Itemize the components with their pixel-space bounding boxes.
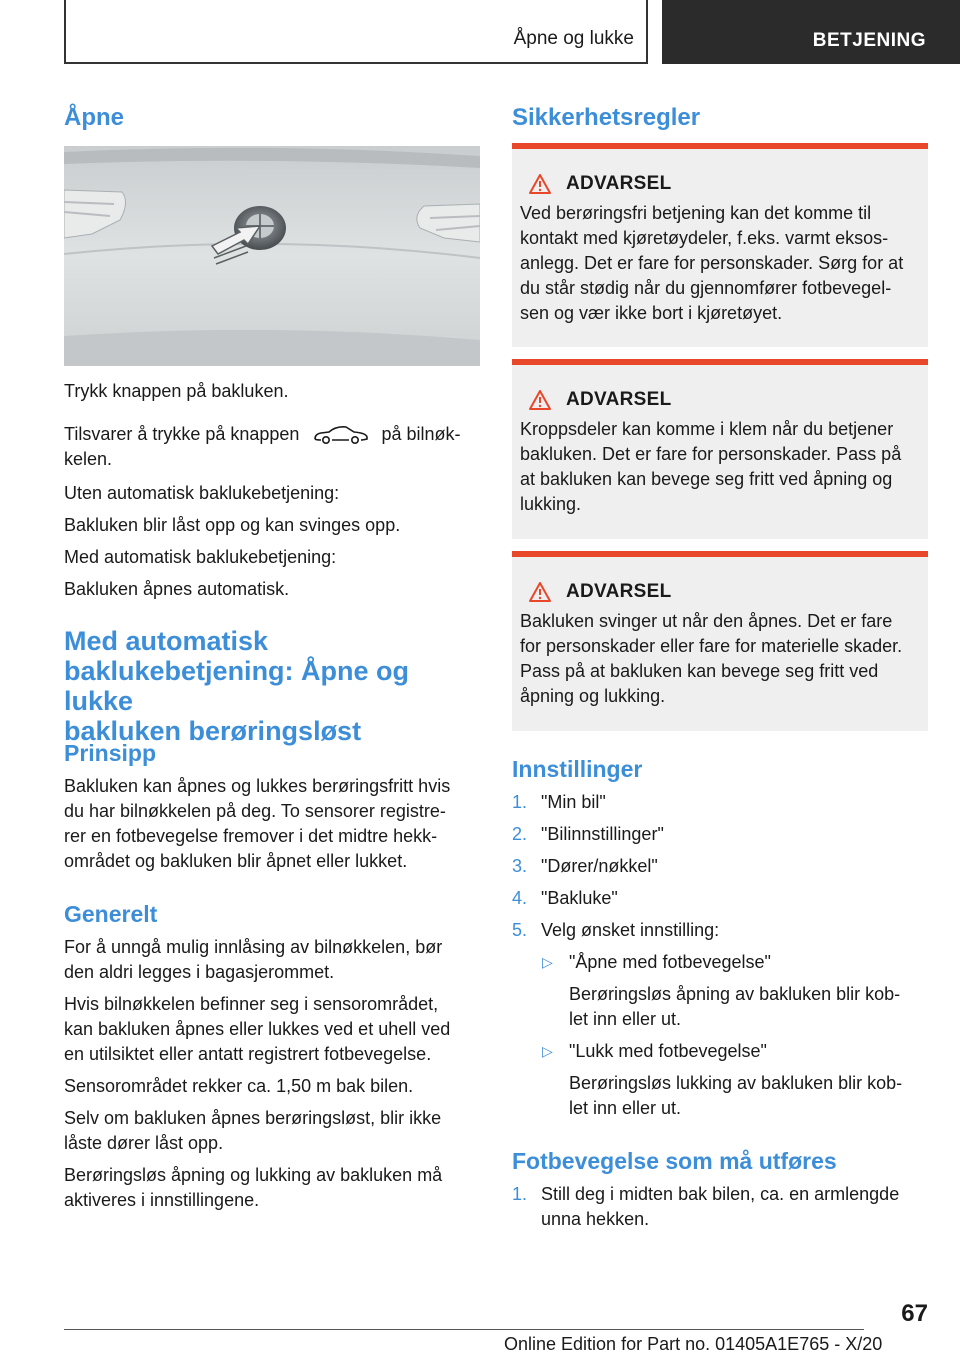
list-item <box>512 1182 928 1232</box>
warning-line: Bakluken svinger ut når den åpnes. Det er fare <box>520 611 893 631</box>
heading-general: Generelt <box>64 901 158 927</box>
sub-option-title: "Åpne med fotbevegelse" <box>569 952 771 972</box>
warning-label: ADVARSEL <box>566 173 672 194</box>
main-heading-line2: baklukebetjening: Åpne og lukke <box>64 656 410 716</box>
sub-desc-line: let inn eller ut. <box>569 1098 682 1118</box>
sub-desc-line: let inn eller ut. <box>569 1009 682 1029</box>
general-line: Sensorområdet rekker ca. 1,50 m bak bilen. <box>64 1076 414 1096</box>
main-heading <box>64 626 480 746</box>
list-number: 2. <box>512 824 528 844</box>
general-line: Berøringsløs åpning og lukking av bakluken må <box>64 1165 443 1185</box>
general-line: Selv om bakluken åpnes berøringsløst, blir ikke <box>64 1108 442 1128</box>
warning-triangle-icon <box>528 389 552 411</box>
general-line: For å unngå mulig innlåsing av bilnøkkelen, bør <box>64 937 443 957</box>
list-item <box>512 822 928 847</box>
sub-desc-line: Berøringsløs lukking av bakluken blir kob- <box>569 1073 903 1093</box>
warning-line: Ved berøringsfri betjening kan det komme til <box>520 203 872 223</box>
heading-foot-movement: Fotbevegelse som må utføres <box>512 1148 837 1174</box>
list-number: 1. <box>512 792 528 812</box>
list-item <box>512 918 928 943</box>
list-item <box>512 790 928 815</box>
warning-line: lukking. <box>520 494 582 514</box>
sub-option-desc <box>512 982 928 1032</box>
paragraph-unlocked: Bakluken blir låst opp og kan svinges opp. <box>64 515 401 535</box>
principle-line: rer en fotbevegelse fremover i det midtre hekk- <box>64 826 438 846</box>
warning-line: åpning og lukking. <box>520 686 666 706</box>
warning-line: bakluken. Det er fare for personskader. Pass på <box>520 444 902 464</box>
warning-box-3 <box>512 551 928 731</box>
footer-divider <box>64 1329 864 1330</box>
list-number: 3. <box>512 856 528 876</box>
warning-triangle-icon <box>528 173 552 195</box>
paragraph-press-button: Trykk knappen på bakluken. <box>64 381 289 401</box>
list-text: "Bakluke" <box>541 888 618 908</box>
list-text: Still deg i midten bak bilen, ca. en armlengde <box>541 1184 900 1204</box>
paragraph-with-auto: Med automatisk baklukebetjening: <box>64 547 337 567</box>
trunk-button-photo <box>64 146 480 366</box>
list-text: "Min bil" <box>541 792 606 812</box>
warning-box-1 <box>512 143 928 347</box>
principle-line: du har bilnøkkelen på deg. To sensorer registre- <box>64 801 446 821</box>
warning-line: sen og vær ikke bort i kjøretøyet. <box>520 303 783 323</box>
sub-option-title: "Lukk med fotbevegelse" <box>569 1041 767 1061</box>
main-heading-line1: Med automatisk <box>64 626 269 656</box>
equivalent-text-after: på bilnøk- <box>381 424 461 444</box>
warning-label: ADVARSEL <box>566 389 672 410</box>
warning-line: Kroppsdeler kan komme i klem når du betjener <box>520 419 894 439</box>
warning-box-2 <box>512 359 928 539</box>
general-line: kan bakluken åpnes eller lukkes ved et uhell ved <box>64 1019 451 1039</box>
header-title: Åpne og lukke <box>513 28 634 49</box>
main-heading-line3: bakluken berøringsløst <box>64 716 362 746</box>
header-section-tab <box>662 0 960 64</box>
equivalent-text-before: Tilsvarer å trykke på knappen <box>64 424 300 444</box>
heading-open: Åpne <box>64 104 124 131</box>
heading-safety: Sikkerhetsregler <box>512 104 701 131</box>
paragraph-without-auto: Uten automatisk baklukebetjening: <box>64 483 340 503</box>
list-number: 5. <box>512 920 528 940</box>
header-title-box <box>64 0 648 64</box>
list-item <box>512 854 928 879</box>
warning-line: anlegg. Det er fare for personskader. Sørg for at <box>520 253 904 273</box>
warning-line: kontakt med kjøretøydeler, f.eks. varmt eksos- <box>520 228 889 248</box>
list-number: 4. <box>512 888 528 908</box>
general-line: den aldri legges i bagasjerommet. <box>64 962 335 982</box>
sub-marker-icon: ▷ <box>542 954 553 970</box>
principle-text <box>64 774 480 874</box>
list-text: "Dører/nøkkel" <box>541 856 658 876</box>
warning-header <box>520 383 920 417</box>
general-line: en utilsiktet eller antatt registrert fotbevegelse. <box>64 1044 432 1064</box>
header-section-label: BETJENING <box>812 30 926 51</box>
general-line: låste dører låst opp. <box>64 1133 224 1153</box>
list-text: Velg ønsket innstilling: <box>541 920 720 940</box>
equivalent-text-line2: kelen. <box>64 449 113 469</box>
car-silhouette-icon <box>312 424 370 446</box>
list-number: 1. <box>512 1184 528 1204</box>
footer-edition: Online Edition for Part no. 01405A1E765 - X/20 <box>504 1334 883 1354</box>
sub-desc-line: Berøringsløs åpning av bakluken blir kob- <box>569 984 901 1004</box>
sub-option-close <box>512 1039 928 1064</box>
page-number: 67 <box>901 1300 928 1327</box>
general-text <box>64 935 480 1213</box>
settings-list <box>512 790 928 1121</box>
principle-line: Bakluken kan åpnes og lukkes berøringsfritt hvis <box>64 776 451 796</box>
warning-line: Pass på at bakluken kan bevege seg fritt ved <box>520 661 879 681</box>
list-text: "Bilinnstillinger" <box>541 824 664 844</box>
warning-line: at bakluken kan bevege seg fritt ved åpning og <box>520 469 893 489</box>
foot-step-list <box>512 1182 928 1232</box>
warning-label: ADVARSEL <box>566 581 672 602</box>
principle-line: området og bakluken blir åpnet eller lukket. <box>64 851 408 871</box>
paragraph-opens-auto: Bakluken åpnes automatisk. <box>64 579 290 599</box>
sub-option-desc <box>512 1071 928 1121</box>
general-line: aktiveres i innstillingene. <box>64 1190 260 1210</box>
warning-line: for personskader eller fare for materielle skader. <box>520 636 903 656</box>
general-line: Hvis bilnøkkelen befinner seg i sensorområdet, <box>64 994 439 1014</box>
list-text: unna hekken. <box>541 1209 650 1229</box>
sub-marker-icon: ▷ <box>542 1043 553 1059</box>
warning-header <box>520 575 920 609</box>
list-item <box>512 886 928 911</box>
warning-line: du står stødig når du gjennomfører fotbevegel- <box>520 278 892 298</box>
trunk-photo-image <box>64 146 480 366</box>
heading-settings: Innstillinger <box>512 756 643 782</box>
sub-option-open <box>512 950 928 975</box>
warning-triangle-icon <box>528 581 552 603</box>
warning-header <box>520 167 920 201</box>
paragraph-equivalent-key <box>64 422 480 472</box>
heading-principle: Prinsipp <box>64 740 157 766</box>
